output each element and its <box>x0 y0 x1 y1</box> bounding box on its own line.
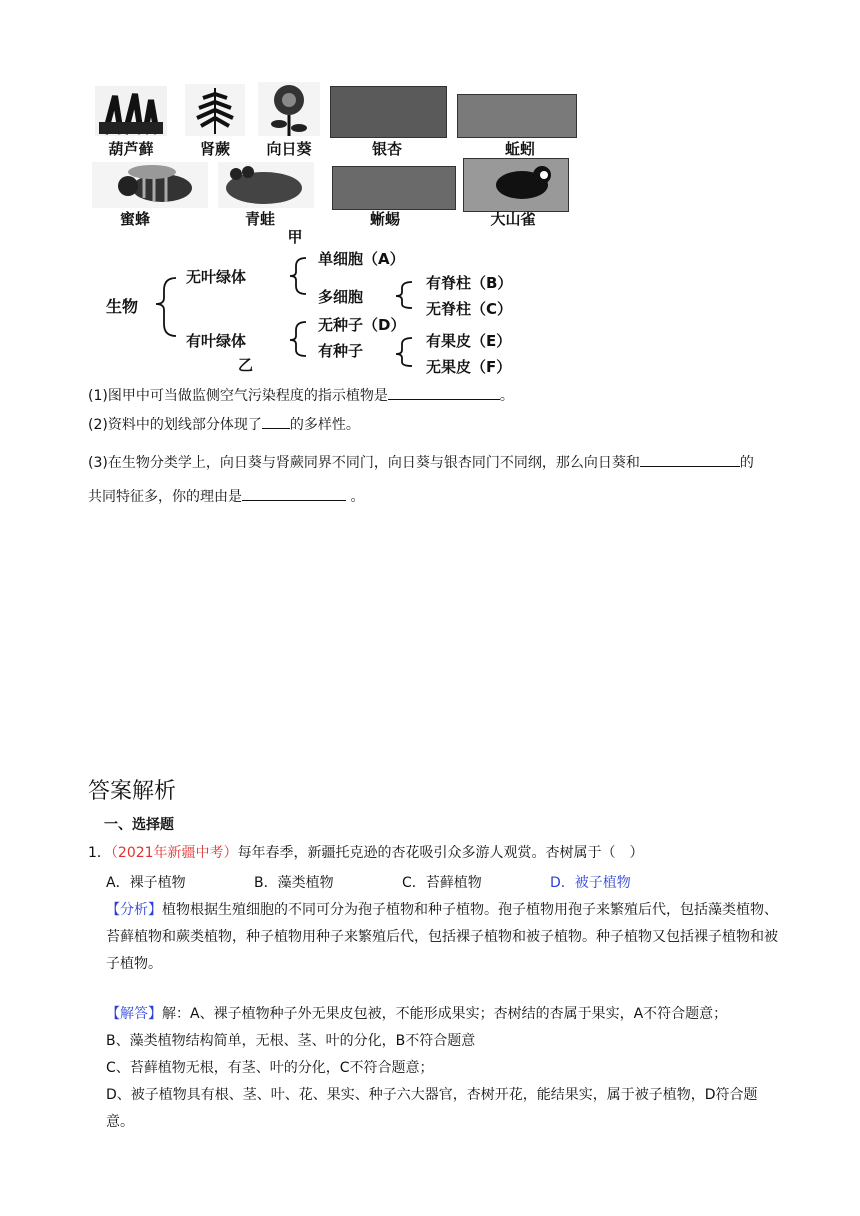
tree-with-pericarp: 有果皮（E） <box>426 332 512 350</box>
tree-without-pericarp: 无果皮（F） <box>426 358 512 376</box>
question-item-1: 1．（2021年新疆中考）每年春季，新疆托克逊的杏花吸引众多游人观赏。杏树属于（ ） <box>88 845 644 861</box>
answer-blank-2[interactable] <box>262 414 290 429</box>
caption-ginkgo: 银杏 <box>371 140 402 158</box>
tree-braces <box>0 0 600 380</box>
question-2: (2)资料中的划线部分体现了 的多样性。 <box>88 414 360 434</box>
answer-blank-4[interactable] <box>242 486 346 501</box>
analysis-paragraph: 【分析】植物根据生殖细胞的不同可分为孢子植物和种子植物。孢子植物用孢子来繁殖后代，包括藻类植物、苔藓植物和蕨类植物，种子植物用种子来繁殖后代，包括裸子植物和被子植物。种子植物又包括裸子植物和被子植物。 <box>106 902 778 972</box>
tree-branch-chlorophyll: 有叶绿体 <box>186 332 247 350</box>
solution-tag: 【解答】 <box>106 1006 162 1022</box>
caption-fern: 肾蕨 <box>199 140 230 158</box>
figure-jia-label: 甲 <box>287 228 303 246</box>
tree-unicellular: 单细胞（A） <box>318 250 405 268</box>
caption-sunflower: 向日葵 <box>266 140 312 158</box>
tree-no-seed: 无种子（D） <box>318 316 406 334</box>
solution-d: D、被子植物具有根、茎、叶、花、果实、种子六大器官，杏树开花，能结果实，属于被子植物，D符合题意。 <box>106 1087 758 1130</box>
solution-a: 【解答】解：A、裸子植物种子外无果皮包被，不能形成果实；杏树结的杏属于果实，A不符合题意； <box>106 1006 728 1022</box>
caption-bee: 蜜蜂 <box>119 210 150 228</box>
tree-invertebrate: 无脊柱（C） <box>426 300 513 318</box>
caption-earthworm: 蚯蚓 <box>504 140 535 158</box>
caption-lizard: 蜥蜴 <box>369 210 400 228</box>
answer-blank-3[interactable] <box>640 452 740 467</box>
caption-moss: 葫芦藓 <box>108 140 154 158</box>
question-1: (1)图甲中可当做监侧空气污染程度的指示植物是 。 <box>88 385 514 405</box>
question-3: (3)在生物分类学上，向日葵与肾蕨同界不同门，向日葵与银杏同门不同纲，那么向日葵和 的 <box>88 452 754 472</box>
tree-vertebrate: 有脊柱（B） <box>426 274 513 292</box>
tree-root: 生物 <box>106 297 139 316</box>
caption-tit: 大山雀 <box>490 210 536 228</box>
figure-yi-label: 乙 <box>238 356 254 374</box>
source-tag: （2021年新疆中考） <box>110 845 238 861</box>
analysis-tag: 【分析】 <box>106 902 162 918</box>
question-3-line-2: 共同特征多，你的理由是 。 <box>88 486 364 506</box>
tree-seed: 有种子 <box>318 342 364 360</box>
option-a: A．裸子植物 <box>106 875 186 891</box>
answers-heading: 答案解析 <box>88 779 177 804</box>
tree-multicellular: 多细胞 <box>318 288 364 306</box>
option-b: B．藻类植物 <box>254 875 334 891</box>
option-d: D．被子植物 <box>550 875 631 891</box>
caption-frog: 青蛙 <box>244 210 275 228</box>
section-title: 一、选择题 <box>104 817 174 833</box>
option-c: C．苔藓植物 <box>402 875 482 891</box>
tree-branch-no-chlorophyll: 无叶绿体 <box>186 268 247 286</box>
answer-blank-1[interactable] <box>388 385 500 400</box>
solution-b: B、藻类植物结构简单，无根、茎、叶的分化，B不符合题意 <box>106 1033 476 1049</box>
solution-c: C、苔藓植物无根，有茎、叶的分化，C不符合题意； <box>106 1060 434 1076</box>
